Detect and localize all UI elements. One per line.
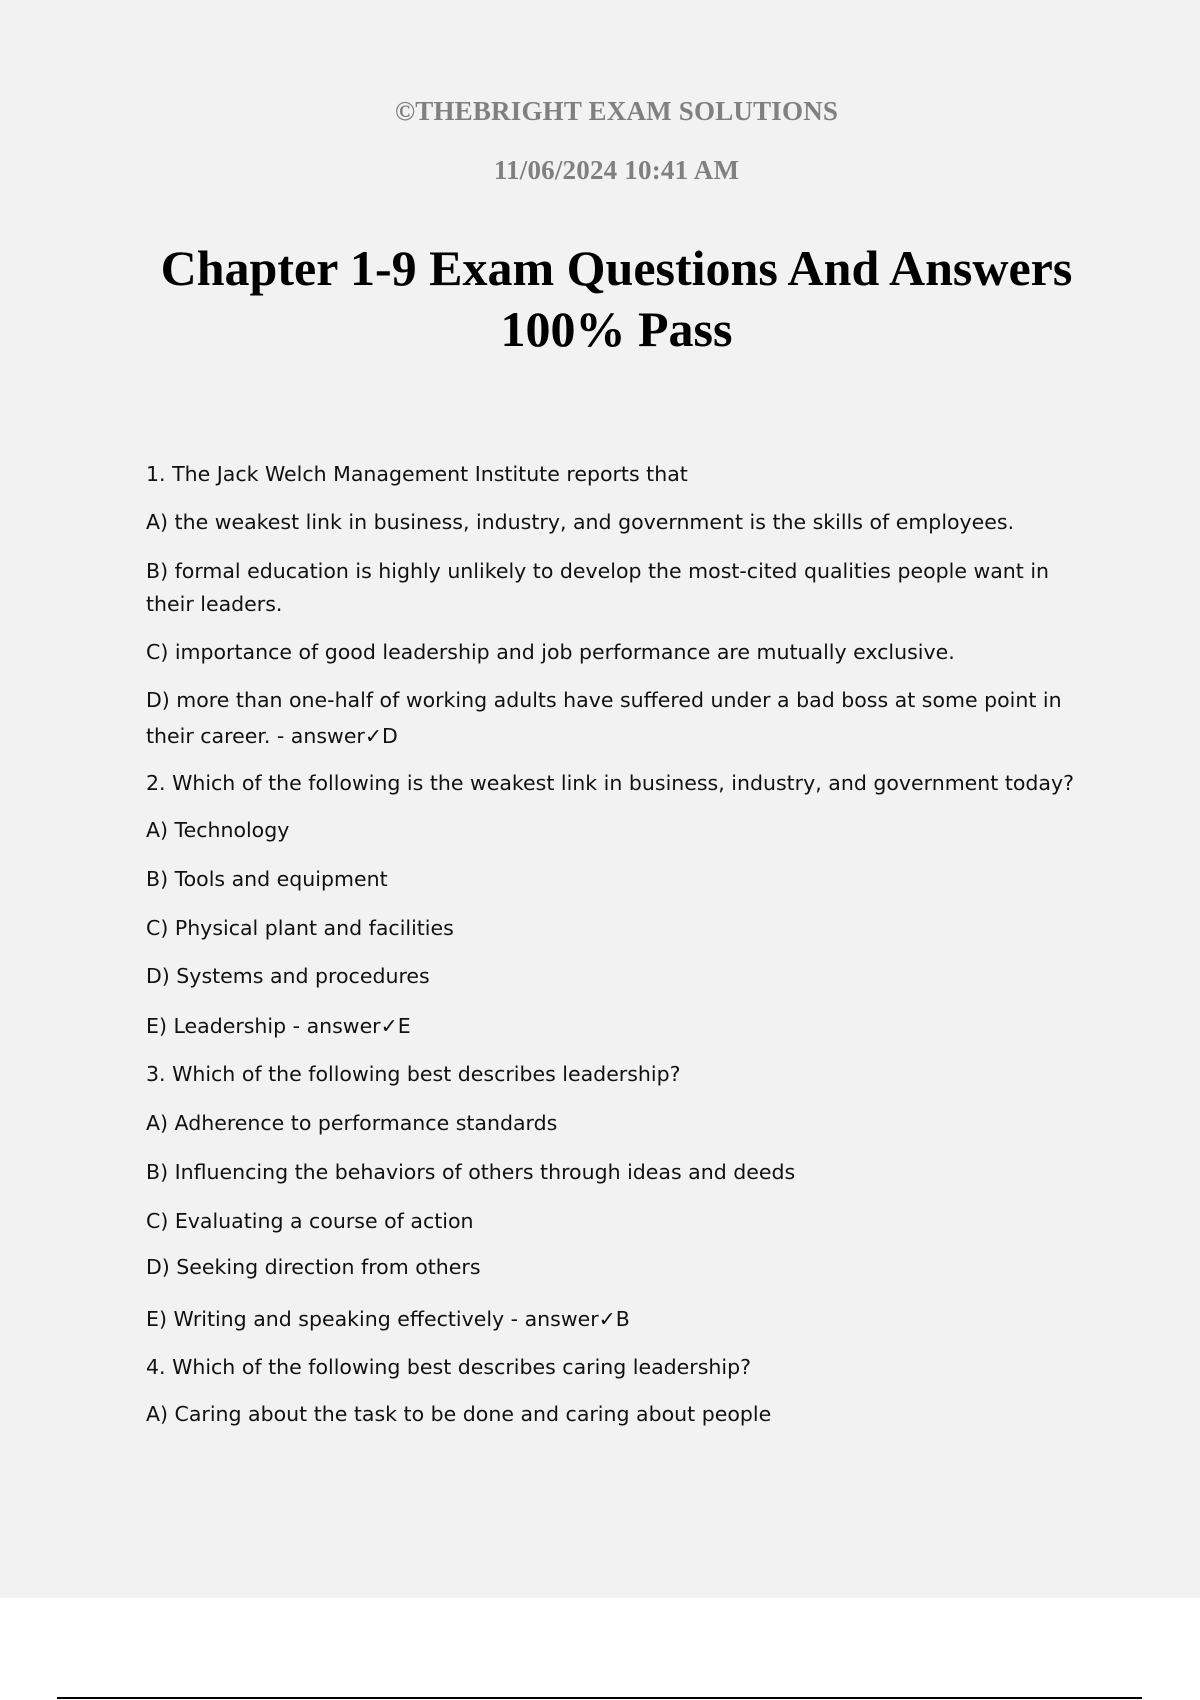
q3-option-a: A) Adherence to performance standards (146, 1111, 558, 1135)
q2-option-c: C) Physical plant and facilities (146, 916, 454, 940)
document-title: Chapter 1-9 Exam Questions And Answers 100% Pass (160, 240, 1073, 357)
datetime-watermark: 11/06/2024 10:41 AM (493, 155, 740, 185)
q3-option-c: C) Evaluating a course of action (146, 1209, 474, 1233)
q1-option-a: A) the weakest link in business, industry, and government is the skills of employees. (146, 510, 1015, 534)
q3-option-e-answer: E) Writing and speaking effectively - answer✓B (146, 1307, 630, 1331)
question-1: 1. The Jack Welch Management Institute reports that (146, 462, 688, 486)
q3-option-b: B) Influencing the behaviors of others through ideas and deeds (146, 1160, 796, 1184)
question-4: 4. Which of the following best describes caring leadership? (146, 1355, 751, 1379)
copyright-watermark: ©THEBRIGHT EXAM SOLUTIONS (394, 96, 839, 126)
q1-option-b: B) formal education is highly unlikely to develop the most-cited qualities people want in their leaders. (146, 559, 1050, 616)
question-2: 2. Which of the following is the weakest link in business, industry, and government today? (146, 771, 1075, 795)
q4-option-a: A) Caring about the task to be done and caring about people (146, 1402, 772, 1426)
q2-option-a: A) Technology (146, 818, 290, 842)
q2-option-d: D) Systems and procedures (146, 964, 430, 988)
q3-option-d: D) Seeking direction from others (146, 1255, 481, 1279)
footer-divider (57, 1697, 1142, 1699)
q1-option-d-answer: D) more than one-half of working adults have suffered under a bad boss at some point in their career. - answer✓D (146, 688, 1062, 748)
q2-option-b: B) Tools and equipment (146, 867, 388, 891)
question-3: 3. Which of the following best describes leadership? (146, 1062, 681, 1086)
q1-option-c: C) importance of good leadership and job performance are mutually exclusive. (146, 640, 955, 664)
q2-option-e-answer: E) Leadership - answer✓E (146, 1014, 411, 1038)
